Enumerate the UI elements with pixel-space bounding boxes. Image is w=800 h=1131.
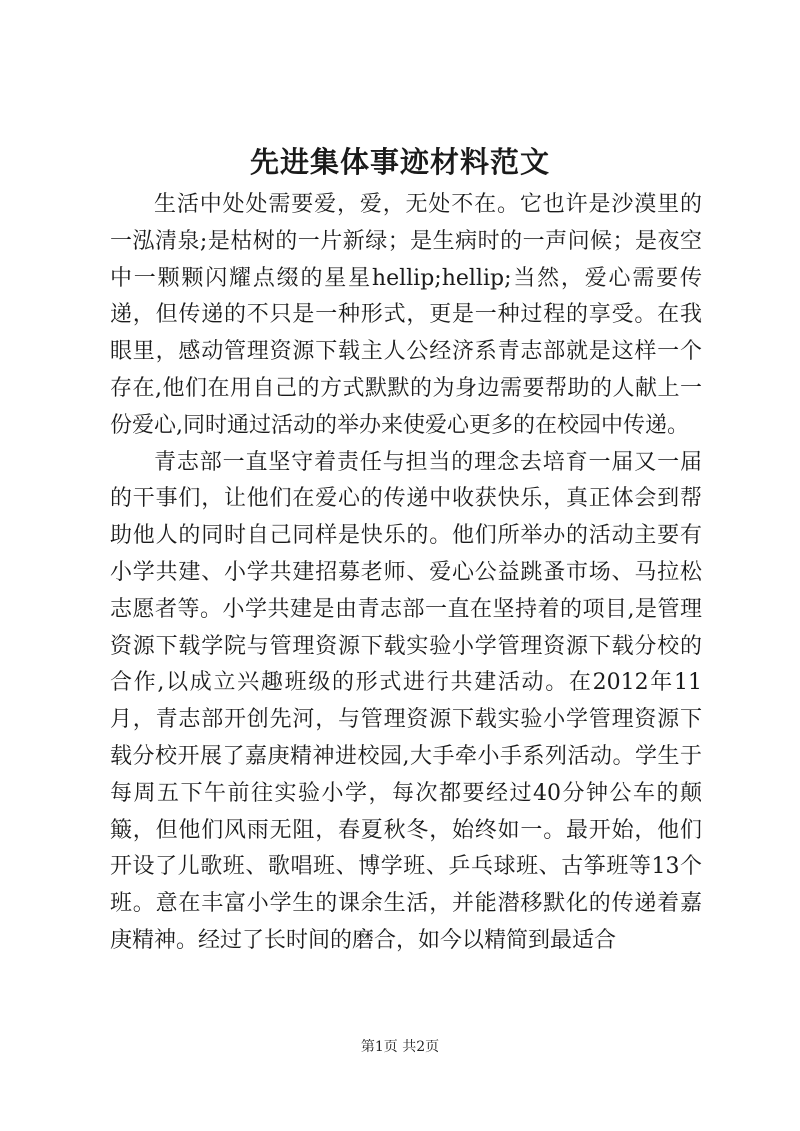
paragraph: 青志部一直坚守着责任与担当的理念去培育一届又一届的干事们，让他们在爱心的传递中收获快乐，真正体会到帮助他人的同时自己同样是快乐的。他们所举办的活动主要有小学共建、小学共建招募老师、爱心公益跳蚤市场、马拉松志愿者等。小学共建是由青志部一直在坚持着的项目,是管理资源下载学院与管理资源下载实验小学管理资源下载分校的合作,以成立兴趣班级的形式进行共建活动。在2012年11月，青志部开创先河，与管理资源下载实验小学管理资源下载分校开展了嘉庚精神进校园,大手牵小手系列活动。学生于每周五下午前往实验小学，每次都要经过40分钟公车的颠簸，但他们风雨无阻，春夏秋冬，始终如一。最开始，他们开设了儿歌班、歌唱班、博学班、乒乓球班、古筝班等13个班。意在丰富小学生的课余生活，并能潜移默化的传递着嘉庚精神。经过了长时间的磨合，如今以精简到最适合 [110,449,702,953]
paragraph: 生活中处处需要爱，爱，无处不在。它也许是沙漠里的一泓清泉;是枯树的一片新绿；是生病时的一声问候；是夜空中一颗颗闪耀点缀的星星hellip;hellip;当然，爱心需要传递，但传递的不只是一种形式，更是一种过程的享受。在我眼里，感动管理资源下载主人公经济系青志部就是这样一个存在,他们在用自己的方式默默的为身边需要帮助的人献上一份爱心,同时通过活动的举办来使爱心更多的在校园中传递。 [110,192,702,438]
page-footer-indicator: 第1页 共2页 [360,1039,440,1055]
document-body [110,187,702,960]
document-title: 先进集体事迹材料范文 [249,145,550,179]
